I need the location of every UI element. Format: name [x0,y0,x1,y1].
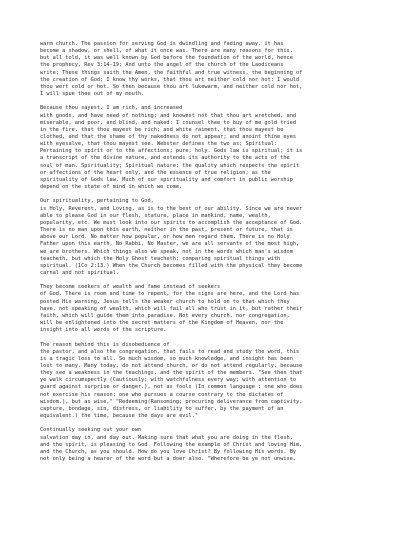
paragraph [40,198,392,277]
document-body [40,41,392,470]
text-line: spirituality of Gods law. Much of our spirituality and comfort in public worship [40,176,293,183]
paragraph [40,41,392,98]
text-line: Pertaining to spirit or to the affections; pure; holy. Gods law is spiritual; it is [40,148,303,155]
text-line: wisdom.), but as wise," "Redeeming(Ransoming; procuring deliverance from captivity, [40,398,303,405]
text-line: the prophecy, Rev 3:14-19; And unto the angel of the church of the Laodiceans [40,62,284,69]
text-line: warm church. The passion for serving God is dwindling and fading away, it has [40,41,284,47]
text-line: popularity, etc. We must look into our spirits to accomplish the acceptance of God. [40,219,303,226]
text-line: able to please God in our flesh, stature, place in mankind, name, wealth, [40,212,271,219]
text-line: of God. There is room and time to repent, for the signs are here, and the Lord has [40,291,300,298]
text-line: is a tragic loss to all. So much wisdom, so much knowledge, and insight has been [40,355,293,362]
text-line: clothed, and that the shame of thy nakedness do not appear; and anoint thine eyes [40,134,297,141]
text-line: spiritual. (1Co 2:13.) When the Church becomes filled with the physical they become [40,262,303,269]
paragraph [40,284,392,334]
text-line: lost to many. Many today, do not attend church, or do not attend regularly, because [40,362,303,369]
text-line: with goods, and have need of nothing; and knowest not that thou art wretched, and [40,112,297,119]
text-line: but all told, it was well known by God before the foundation of the world, hence [40,55,293,62]
text-line: have, not speaking of wealth, which will fail all who trust in it, but rather their [40,305,303,312]
text-line: with eyesalve, that thou mayest see. Webster defines the two as; Spiritual: [40,141,278,148]
text-line: Because thou sayest, I am rich, and increased [40,105,183,112]
text-line: and the spirit, is pleasing to God. Following the example of Christ and loving Him, [40,441,303,448]
text-line: faith, which will guide them into paradise. Not every church, nor congregation, [40,312,290,319]
text-line: ye walk circumspectly (Cautiously; with watchfulness every way; with attention to [40,377,297,384]
text-line: soul of man. Spirituality; Spiritual nature; the quality which respects the spirit [40,162,300,169]
text-line: above our Lord. No matter how popular, or how men regard them. There is no Holy [40,234,290,241]
text-line: miserable, and poor, and blind, and naked: I counsel thee to buy of me gold tried [40,119,297,126]
text-line: Our spirituality, pertaining to God, [40,198,154,205]
text-line: not exercise his reason; one who pursues a course contrary to the dictates of [40,391,284,398]
text-line: thou wert cold or hot. So then because thou art lukewarm, and neither cold nor hot, [40,83,303,90]
text-line: depend on the state of mind in which we come. [40,184,183,191]
text-line: Father upon this earth, No Rabbi, No Master, we are all servants of the most high, [40,241,300,248]
text-line: is Holy, Reverent, and Loving, as is to the best of our ability. Since we are never [40,205,303,212]
text-line: or affections of the heart only, and the essence of true religion; as the [40,169,271,176]
text-line: capture, bondage, sin, distress, or liability to suffer, by the payment of an [40,405,284,412]
text-line: in the fire, that thou mayest be rich; and white raiment, that thou mayest be [40,126,284,133]
text-line: I will spue thee out of my mouth. [40,91,145,98]
text-line: teacheth, but which the Holy Ghost teacheth; comparing spiritual things with [40,255,281,262]
text-line: a transcript of the divine nature, and extends its authority to the acts of the [40,155,290,162]
text-line: become a shadow, or shell, of what it once was. There are many reasons for this, [40,48,293,55]
text-line: the pastor, and also the congregation, that fails to read and study the word, this [40,348,300,355]
text-line: equivalent.) the time, because the days are evil." [40,413,199,420]
text-line: They become seekers of wealth and fame instead of seekers [40,284,221,291]
text-line: posted His warning. Jesus tells the weaker church to hold on to that which they [40,298,290,305]
text-line: insight into all words of the scripture. [40,327,167,334]
text-line: they see a weakness in the teachings, and the spirit of the members. "See then that [40,370,303,377]
paragraph [40,105,392,191]
text-line: salvation day in, and day out. Making sure that what you are doing in the flesh, [40,434,293,441]
text-line: and the Church, as you should. How do you love Christ? By following His words. By [40,448,297,455]
text-line: The reason behind this is disobedience of [40,341,170,348]
text-line: There is no man upon this earth, neither in the past, present or future, that is [40,227,293,234]
text-line: not only being a hearer of the word but a doer also. "Wherefore be ye not unwise, [40,455,297,462]
text-line: write; These things saith the Amen, the faithful and true witness, the beginning of [40,69,303,76]
text-line: will be enlightened into the secret matters of the Kingdom of Heaven, nor the [40,320,284,327]
text-line: carnal and not spiritual. [40,269,120,276]
paragraph [40,342,392,421]
text-line: guard against surprise or danger.), not as fools (In common language ; one who does [40,384,303,391]
text-line: Continually seeking out your own [40,427,142,434]
paragraph [40,427,392,463]
text-line: the creation of God; I know thy works, that thou art neither cold nor hot: I would [40,76,300,83]
text-line: we are brothers. Which things also we speak, not in the words which man's wisdom [40,248,293,255]
